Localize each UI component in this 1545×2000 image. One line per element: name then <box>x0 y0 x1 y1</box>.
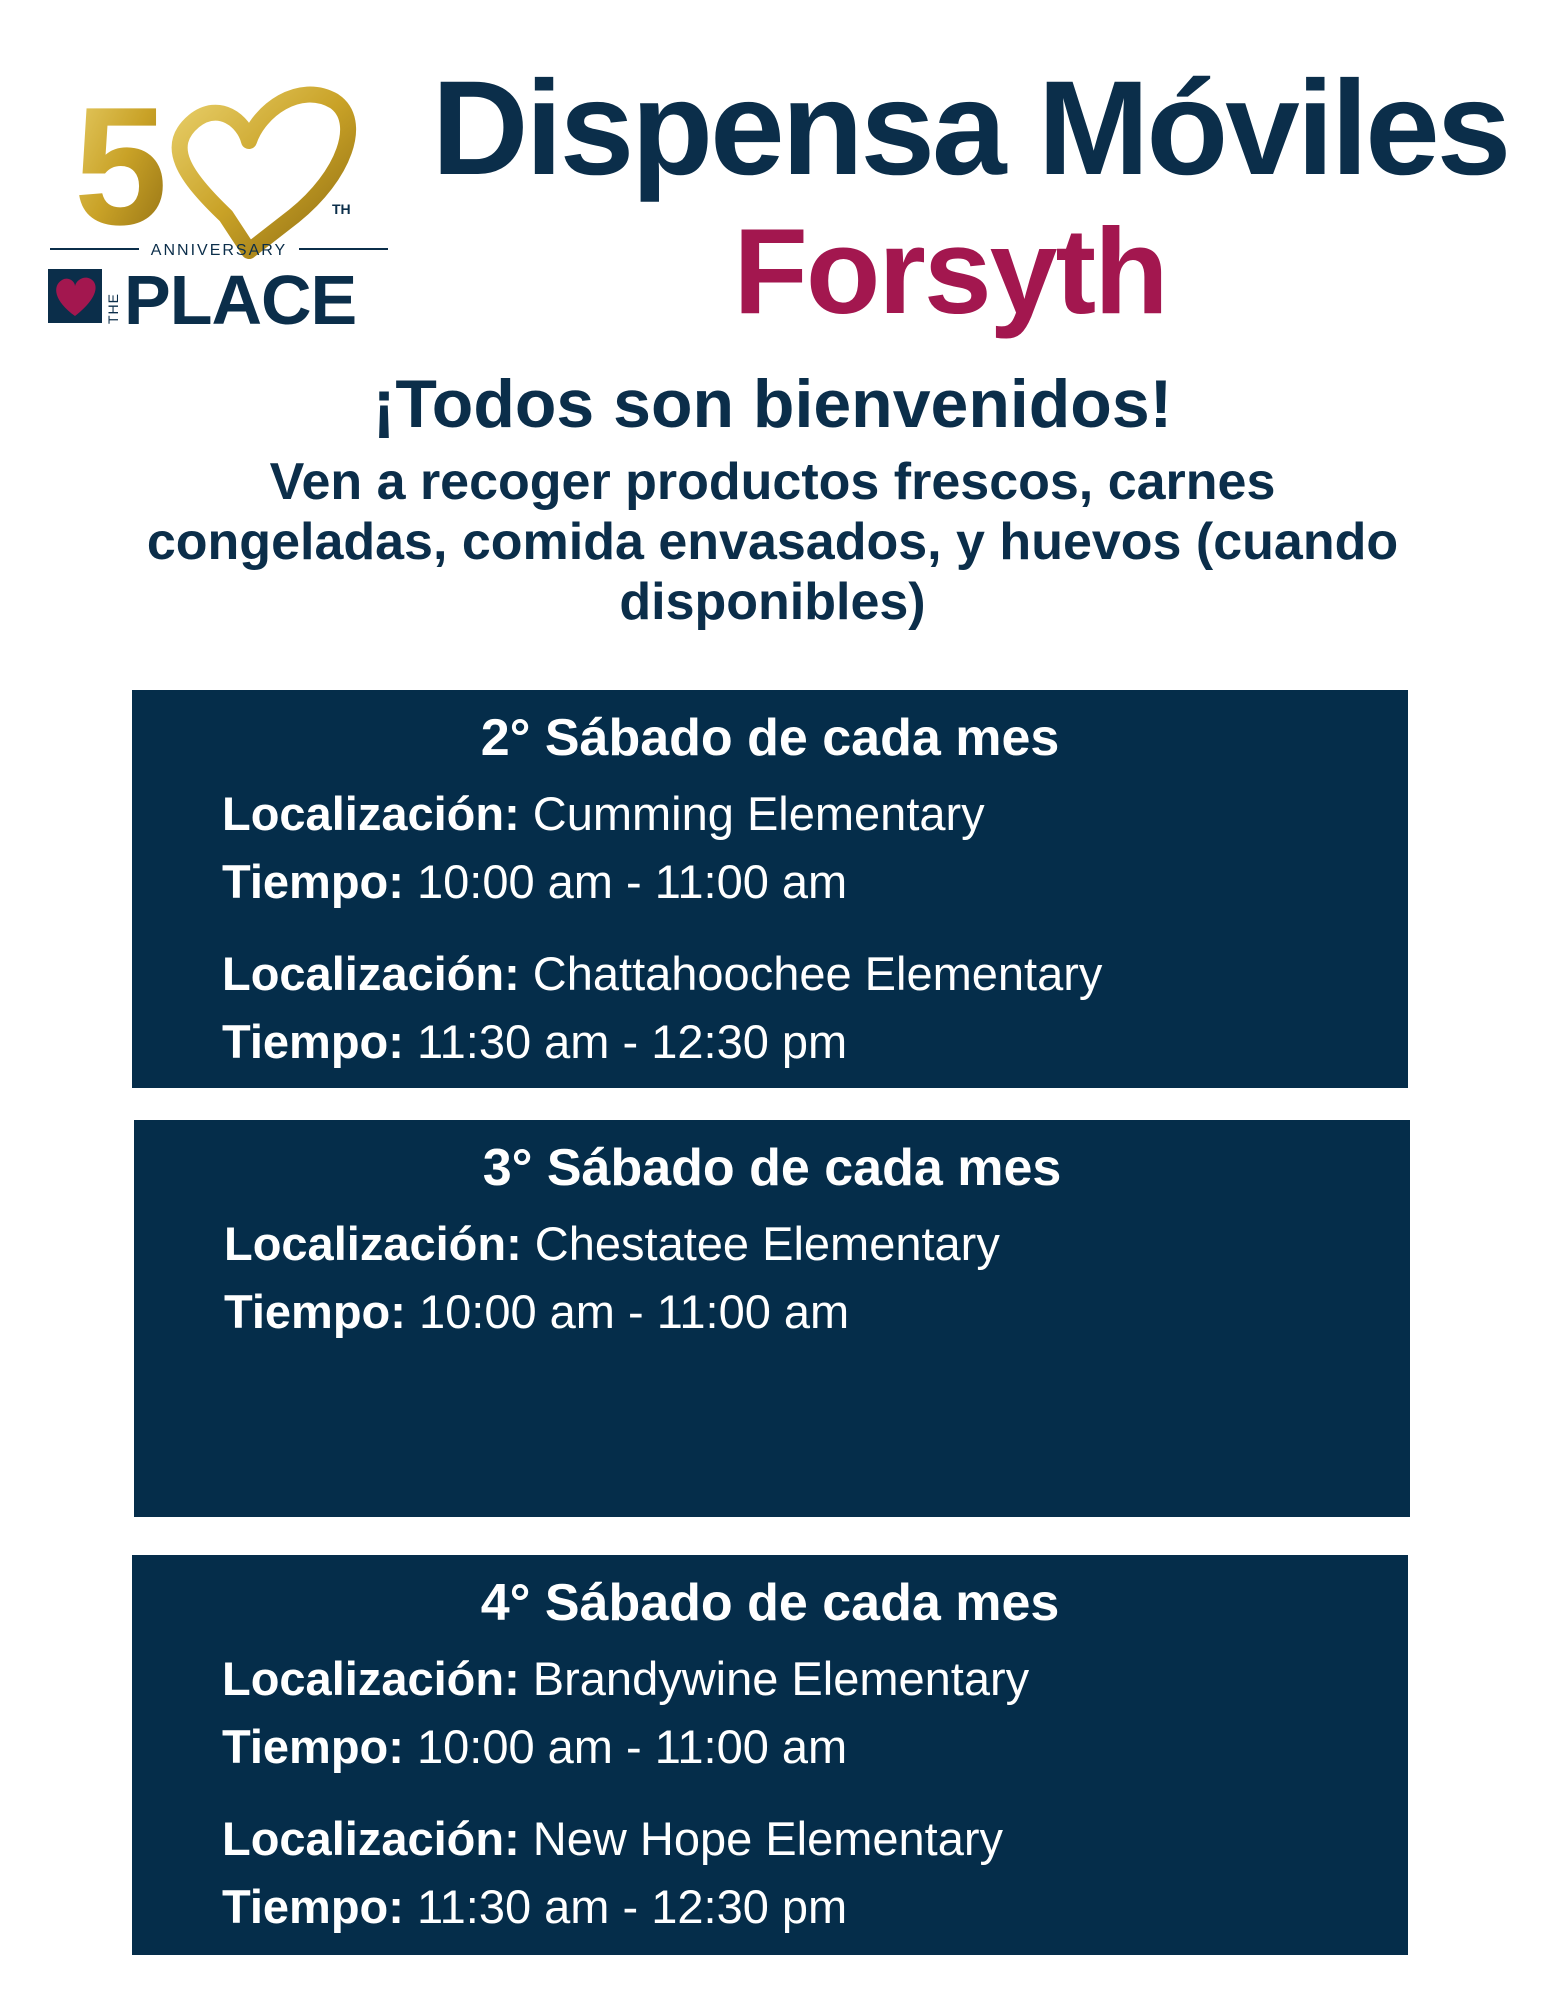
time-value: 10:00 am - 11:00 am <box>416 1720 848 1773</box>
location-value: Cumming Elementary <box>532 787 985 840</box>
location-value: Chattahoochee Elementary <box>532 947 1103 1000</box>
time-row <box>222 1720 1408 1791</box>
the-place-50th-anniversary-logo <box>44 66 394 336</box>
location-row <box>222 1812 1408 1883</box>
logo-place-text: PLACE <box>124 261 357 336</box>
logo-superscript: TH <box>332 201 351 217</box>
title-forsyth: Forsyth <box>733 203 1167 339</box>
time-value: 11:30 am - 12:30 pm <box>416 1015 848 1068</box>
location-label: Localización: <box>222 947 520 1000</box>
location-row <box>222 947 1408 1018</box>
location-value: New Hope Elementary <box>532 1812 1004 1865</box>
time-label: Tiempo: <box>222 1880 404 1933</box>
time-value: 10:00 am - 11:00 am <box>418 1285 850 1338</box>
time-label: Tiempo: <box>222 855 404 908</box>
location-row <box>224 1217 1410 1288</box>
schedule-panel-3rd-saturday <box>134 1120 1410 1517</box>
schedule-entry <box>132 1652 1408 1791</box>
title-dispensa-moviles: Dispensa Móviles <box>431 54 1509 203</box>
time-row <box>222 1015 1408 1086</box>
page-title <box>420 54 1520 339</box>
location-label: Localización: <box>222 787 520 840</box>
location-value: Brandywine Elementary <box>532 1652 1030 1705</box>
logo-the-text: THE <box>105 293 121 324</box>
time-label: Tiempo: <box>222 1015 404 1068</box>
schedule-entry <box>132 947 1408 1086</box>
location-value: Chestatee Elementary <box>534 1217 1000 1270</box>
time-value: 11:30 am - 12:30 pm <box>416 1880 848 1933</box>
location-row <box>222 1652 1408 1723</box>
time-label: Tiempo: <box>222 1720 404 1773</box>
schedule-entry <box>132 1812 1408 1951</box>
time-row <box>222 855 1408 926</box>
location-label: Localización: <box>222 1652 520 1705</box>
panel-heading: 3° Sábado de cada mes <box>482 1139 1062 1197</box>
time-value: 10:00 am - 11:00 am <box>416 855 848 908</box>
anniversary-logo-graphic <box>44 66 394 336</box>
panel-heading: 2° Sábado de cada mes <box>480 709 1060 767</box>
schedule-panel-2nd-saturday <box>132 690 1408 1088</box>
schedule-panel-4th-saturday <box>132 1555 1408 1955</box>
intro-text: Ven a recoger productos frescos, carnes congeladas, comida envasados, y huevos (cuando disponibles) <box>146 453 1399 631</box>
gold-heart-icon <box>180 95 348 251</box>
schedule-entry <box>134 1217 1410 1356</box>
logo-number-five: 5 <box>74 72 168 260</box>
time-label: Tiempo: <box>224 1285 406 1338</box>
welcome-heading: ¡Todos son bienvenidos! <box>372 366 1173 442</box>
location-label: Localización: <box>222 1812 520 1865</box>
logo-anniversary-text: ANNIVERSARY <box>150 242 288 259</box>
time-row <box>224 1285 1410 1356</box>
location-row <box>222 787 1408 858</box>
schedule-entry <box>132 787 1408 926</box>
location-label: Localización: <box>224 1217 522 1270</box>
time-row <box>222 1880 1408 1951</box>
panel-heading: 4° Sábado de cada mes <box>480 1574 1060 1632</box>
